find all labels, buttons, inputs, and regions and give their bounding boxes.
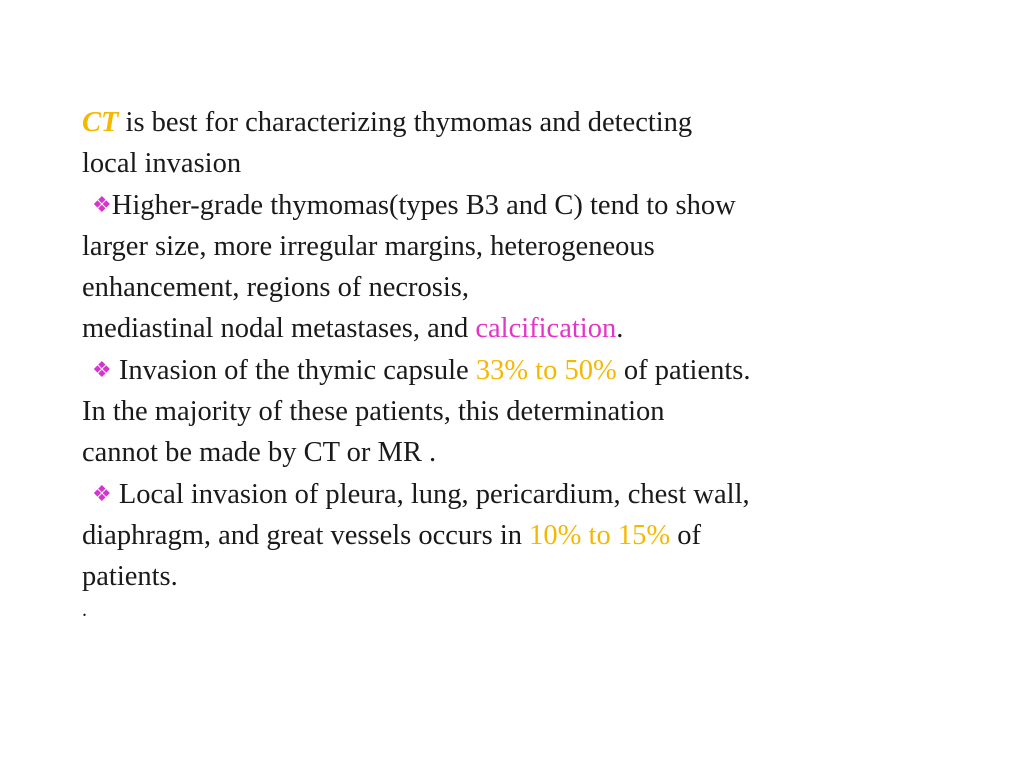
bullet1-line-2: larger size, more irregular margins, heterogeneous bbox=[82, 231, 655, 262]
bullet2-line-3: cannot be made by CT or MR . bbox=[82, 437, 437, 468]
bullet3-line-2 bbox=[82, 515, 952, 556]
diamond-bullet-icon: ❖ bbox=[92, 357, 112, 382]
bullet3-line-1 bbox=[82, 473, 952, 515]
intro-line-2: local invasion bbox=[82, 148, 242, 179]
bullet1-text-post: . bbox=[616, 313, 624, 344]
bullet1-text-pre: mediastinal nodal metastases, and bbox=[82, 313, 476, 344]
diamond-bullet-icon: ❖ bbox=[92, 481, 112, 506]
bullet2-text-pre: Invasion of the thymic capsule bbox=[111, 355, 476, 386]
bullet1-line-3: enhancement, regions of necrosis, bbox=[82, 272, 469, 303]
bullet1-text: Higher-grade thymomas(types B3 and C) tend to show bbox=[111, 190, 736, 221]
calcification-highlight: calcification bbox=[475, 313, 617, 344]
bullet2-line-1 bbox=[82, 349, 952, 391]
ct-label: CT bbox=[82, 107, 119, 138]
bullet3-text: Local invasion of pleura, lung, pericardium, chest wall, bbox=[111, 479, 750, 510]
bullet1-line-4 bbox=[82, 308, 952, 349]
intro-line-1 bbox=[82, 102, 952, 143]
slide-body bbox=[82, 102, 952, 623]
bullet1-line-1 bbox=[82, 184, 952, 226]
bullet3-text-post: of bbox=[670, 520, 701, 551]
bullet3-text-pre: diaphragm, and great vessels occurs in bbox=[82, 520, 530, 551]
bullet3-line-3: patients. bbox=[82, 561, 178, 592]
local-invasion-percent: 10% to 15% bbox=[529, 520, 671, 551]
bullet2-line-2: In the majority of these patients, this determination bbox=[82, 396, 665, 427]
trailing-dot: . bbox=[82, 599, 87, 621]
intro-text: is best for characterizing thymomas and detecting bbox=[118, 107, 693, 138]
bullet2-text-post: of patients. bbox=[616, 355, 751, 386]
diamond-bullet-icon: ❖ bbox=[92, 192, 112, 217]
capsule-invasion-percent: 33% to 50% bbox=[475, 355, 617, 386]
